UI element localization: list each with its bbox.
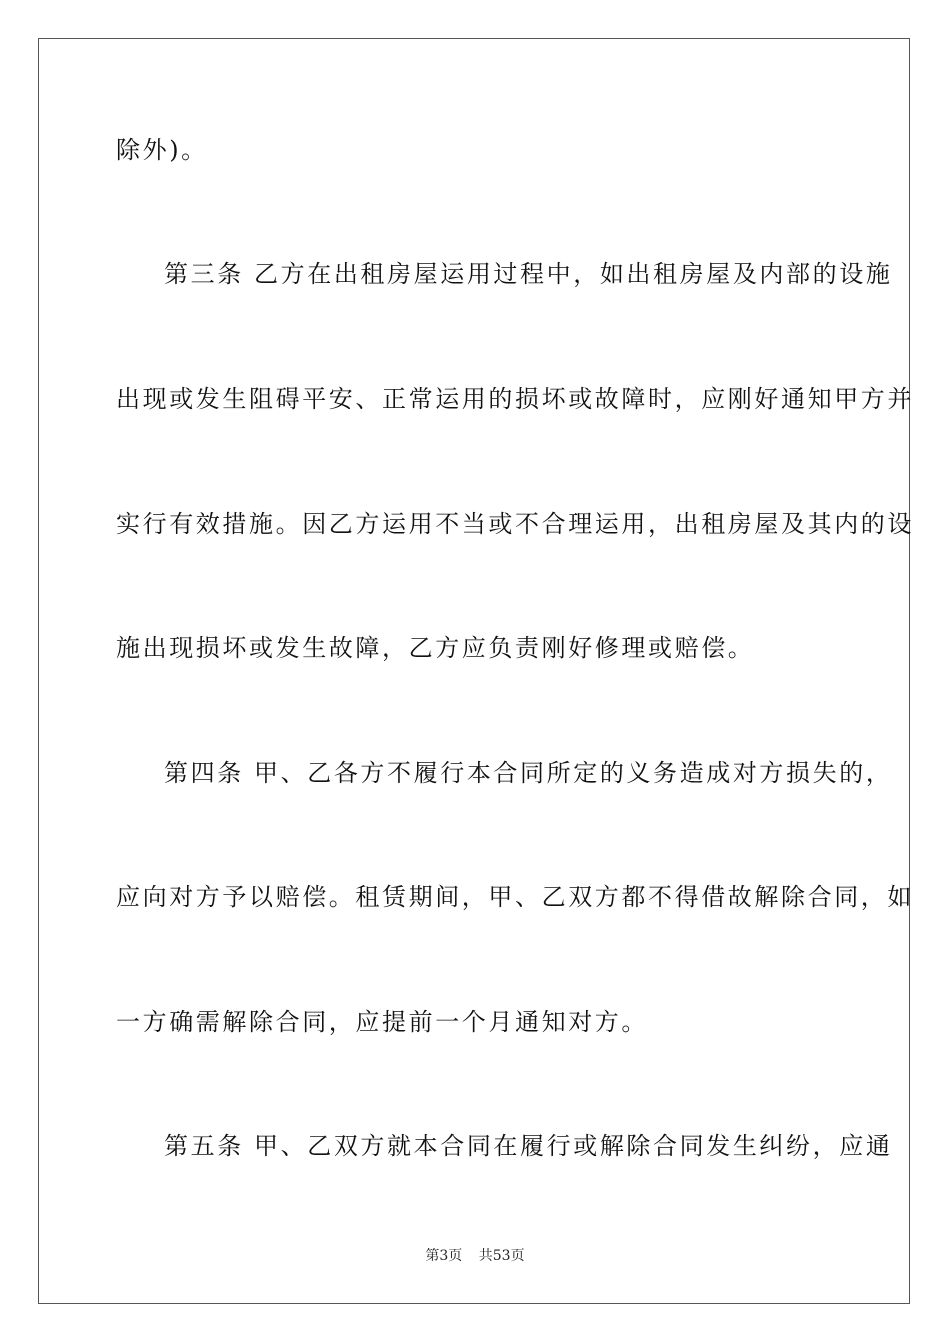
text-line-3: 出现或发生阻碍平安、正常运用的损坏或故障时，应刚好通知甲方并	[116, 385, 914, 413]
page-border	[38, 38, 914, 1304]
page-total: 共53页	[478, 1248, 525, 1264]
page-footer	[0, 1247, 950, 1265]
text-line-4: 实行有效措施。因乙方运用不当或不合理运用，出租房屋及其内的设	[116, 510, 914, 538]
text-line-6: 第四条 甲、乙各方不履行本合同所定的义务造成对方损失的，	[164, 759, 893, 787]
text-line-7: 应向对方予以赔偿。租赁期间，甲、乙双方都不得借故解除合同，如	[116, 883, 914, 911]
text-line-1: 除外)。	[116, 136, 208, 164]
page-number: 第3页	[425, 1248, 463, 1264]
text-line-5: 施出现损坏或发生故障，乙方应负责刚好修理或赔偿。	[116, 634, 755, 662]
text-line-2: 第三条 乙方在出租房屋运用过程中，如出租房屋及内部的设施	[164, 260, 893, 288]
text-line-8: 一方确需解除合同，应提前一个月通知对方。	[116, 1008, 648, 1036]
text-line-9: 第五条 甲、乙双方就本合同在履行或解除合同发生纠纷，应通	[164, 1132, 893, 1160]
